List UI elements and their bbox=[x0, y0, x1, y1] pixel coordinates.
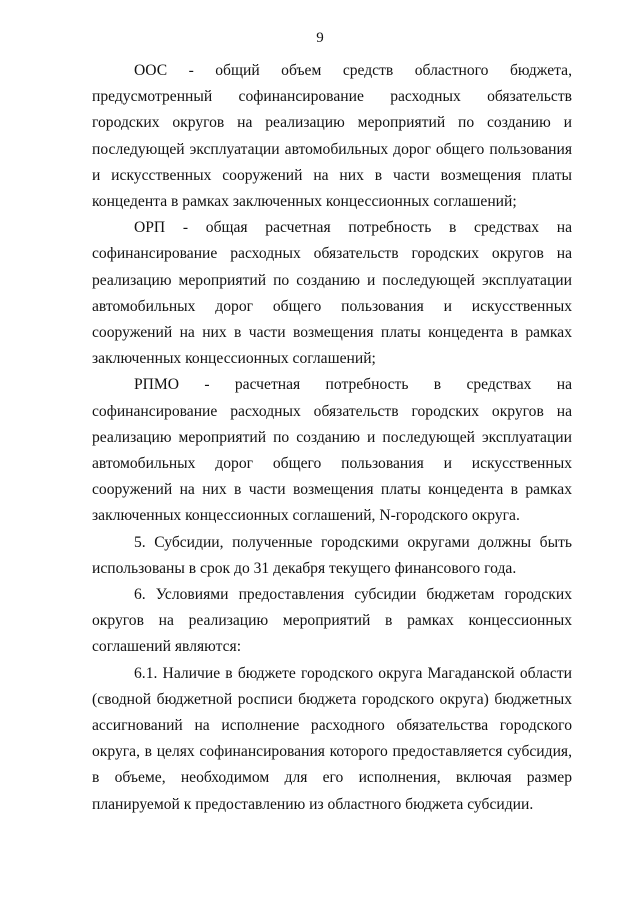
paragraph-oos-definition: ООС - общий объем средств областного бюджета, предусмотренный софинансирование расходных обязательств городских округов на реализацию мероприятий по созданию и последующей эксплуатации автомобильных дорог общего пользования и искусственных сооружений на них в части возмещения платы концедента в рамках заключенных концессионных соглашений; bbox=[92, 62, 572, 211]
page-number: 9 bbox=[316, 30, 324, 46]
paragraph-orp-definition: ОРП - общая расчетная потребность в средствах на софинансирование расходных обязательств городских округов на реализацию мероприятий по созданию и последующей эксплуатации автомобильных дорог общего пользования и искусственных сооружений на них в части возмещения платы концедента в рамках заключенных концессионных соглашений; bbox=[92, 219, 572, 368]
document-body bbox=[92, 58, 572, 818]
paragraph-item-6-1: 6.1. Наличие в бюджете городского округа Магаданской области (сводной бюджетной росписи бюджета городского округа) бюджетных ассигнований на исполнение расходного обязательства городского округа, в целях софинансирования которого предоставляется субсидия, в объеме, необходимом для его исполнения, включая размер планируемой к предоставлению из областного бюджета субсидии. bbox=[92, 664, 572, 813]
paragraph-item-6: 6. Условиями предоставления субсидии бюджетам городских округов на реализацию мероприятий в рамках концессионных соглашений являются: bbox=[92, 586, 572, 656]
paragraph-rpmo-definition: РПМО - расчетная потребность в средствах на софинансирование расходных обязательств городских округов на реализацию мероприятий по созданию и последующей эксплуатации автомобильных дорог общего пользования и искусственных сооружений на них в части возмещения платы концедента в рамках заключенных концессионных соглашений, N-городского округа. bbox=[92, 376, 572, 525]
paragraph-item-5: 5. Субсидии, полученные городскими округами должны быть использованы в срок до 31 декабря текущего финансового года. bbox=[92, 533, 572, 577]
